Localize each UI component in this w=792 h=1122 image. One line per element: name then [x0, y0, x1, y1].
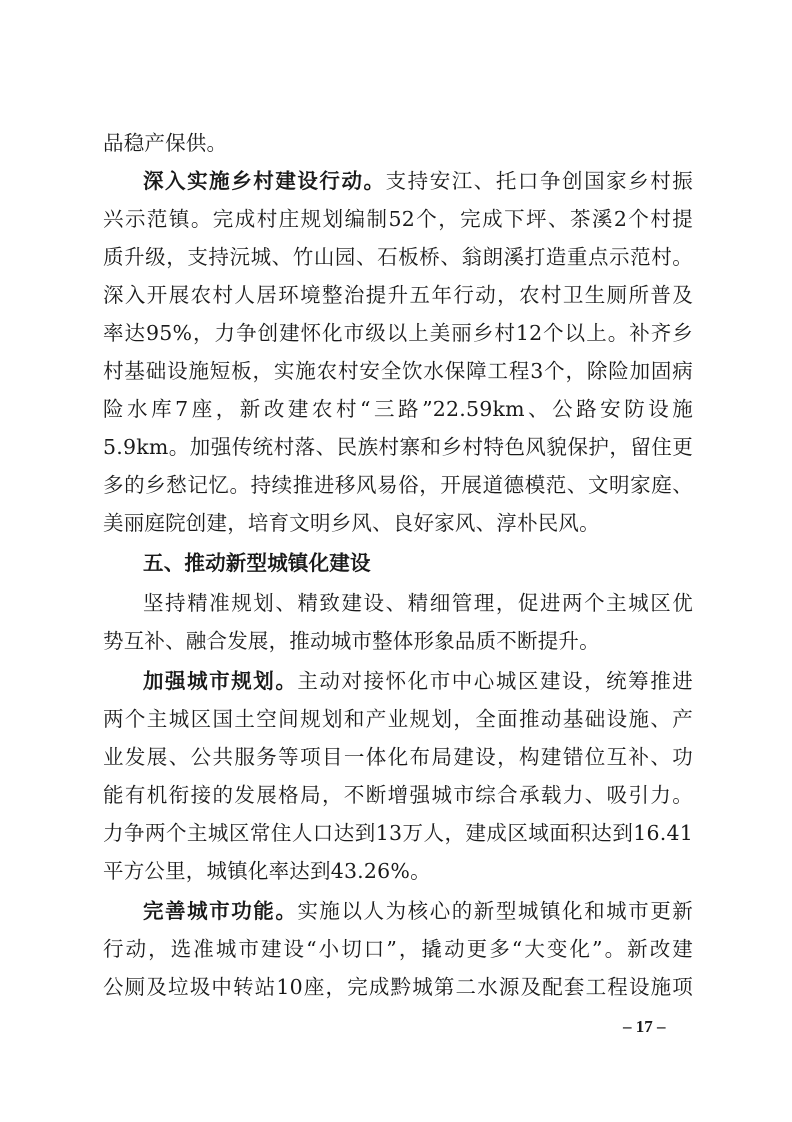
paragraph-lead: 深入实施乡村建设行动。 [143, 169, 386, 193]
paragraph-line: 深入开展农村人居环境整治提升五年行动，农村卫生厕所普及 [103, 283, 693, 307]
paragraph-line: 质升级，支持沅城、竹山园、石板桥、翁朗溪打造重点示范村。 [103, 245, 693, 269]
paragraph-first-line [143, 163, 693, 199]
paragraph-text: 主动对接怀化市中心城区建设，统筹推进 [297, 669, 693, 693]
paragraph-first-line [143, 893, 693, 929]
paragraph-line: 兴示范镇。完成村庄规划编制52个，完成下坪、茶溪2个村提 [103, 207, 693, 231]
paragraph-line: 村基础设施短板，实施农村安全饮水保障工程3个，除险加固病 [103, 359, 693, 383]
paragraph-first-line: 坚持精准规划、精致建设、精细管理，促进两个主城区优 [143, 591, 693, 615]
paragraph-line: 力争两个主城区常住人口达到13万人，建成区域面积达到16.41 [103, 821, 693, 845]
paragraph-line: 行动，选准城市建设“小切口”，撬动更多“大变化”。新改建 [103, 937, 693, 961]
paragraph-line: 险水库7座，新改建农村“三路”22.59km、公路安防设施 [103, 397, 693, 421]
page-number: – 17 – [623, 1017, 666, 1036]
paragraph-line: 多的乡愁记忆。持续推进移风易俗，开展道德模范、文明家庭、 [103, 473, 693, 497]
paragraph-first-line [143, 663, 693, 699]
paragraph-line: 公厕及垃圾中转站10座，完成黔城第二水源及配套工程设施项 [103, 975, 693, 999]
paragraph-line: 两个主城区国土空间规划和产业规划，全面推动基础设施、产 [103, 707, 693, 731]
paragraph-line: 率达95%，力争创建怀化市级以上美丽乡村12个以上。补齐乡 [103, 321, 693, 345]
section-heading: 五、推动新型城镇化建设 [143, 551, 371, 575]
paragraph-lead: 加强城市规划。 [143, 669, 298, 693]
paragraph-text: 实施以人为核心的新型城镇化和城市更新 [297, 899, 693, 923]
paragraph-line: 品稳产保供。 [103, 131, 228, 155]
paragraph-line: 5.9km。加强传统村落、民族村寨和乡村特色风貌保护，留住更 [103, 435, 693, 459]
paragraph-line: 势互补、融合发展，推动城市整体形象品质不断提升。 [103, 629, 600, 653]
paragraph-line: 业发展、公共服务等项目一体化布局建设，构建错位互补、功 [103, 745, 693, 769]
paragraph-lead: 完善城市功能。 [143, 899, 298, 923]
paragraph-line: 能有机衔接的发展格局，不断增强城市综合承载力、吸引力。 [103, 783, 693, 807]
paragraph-line: 美丽庭院创建，培育文明乡风、良好家风、淳朴民风。 [103, 511, 600, 535]
paragraph-line: 平方公里，城镇化率达到43.26%。 [103, 859, 431, 883]
paragraph-text: 支持安江、托口争创国家乡村振 [385, 169, 693, 193]
